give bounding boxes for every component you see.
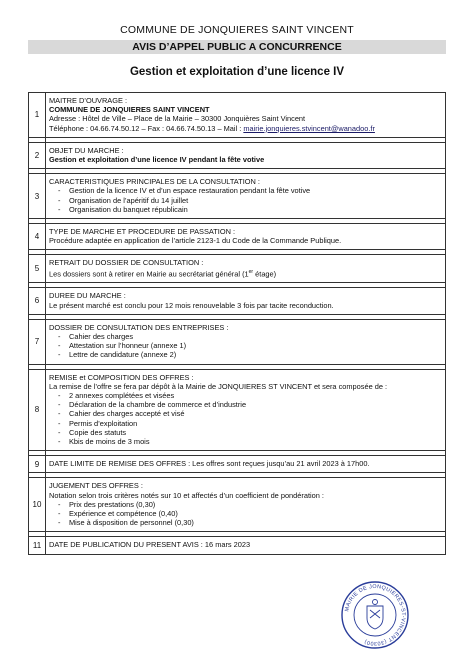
section-title: TYPE DE MARCHE ET PROCEDURE DE PASSATION : [49,227,236,237]
maitre-address: Adresse : Hôtel de Ville – Place de la Mairie – 30300 Jonquières Saint Vincent [49,114,306,124]
section-number: 7 [29,319,46,364]
retrait-main: Les dossiers sont à retirer en Mairie au secrétariat général (1 [49,269,249,279]
list-item: - Mise à disposition de personnel (0,30) [49,518,440,527]
publication-date-text: DATE DE PUBLICATION DU PRESENT AVIS : 16 mars 2023 [49,540,251,550]
section-number: 6 [29,288,46,314]
list-item: - Copie des statuts [49,428,440,437]
list-item: - Organisation du banquet républicain [49,205,440,214]
mairie-seal-stamp [340,580,410,650]
list-item: - Attestation sur l’honneur (annexe 1) [49,341,440,350]
section-number: 4 [29,224,46,250]
remise-text: La remise de l’offre se fera par dépôt à la Mairie de JONQUIERES ST VINCENT et sera composée de : [49,381,388,391]
section-number: 5 [29,255,46,283]
section-number: 9 [29,456,46,473]
section-row-4 [29,224,446,250]
section-row-11 [29,537,446,554]
subject-title: Gestion et exploitation d’une licence IV [129,66,345,78]
contact-email-link[interactable]: mairie.jonquieres.stvincent@wanadoo.fr [243,123,375,133]
section-title: CARACTERISTIQUES PRINCIPALES DE LA CONSULTATION : [49,177,260,187]
seal-inner-ring [354,594,396,636]
section-title: MAITRE D’OUVRAGE : [49,96,128,105]
retrait-text [49,268,440,279]
section-content [46,456,446,473]
section-row-1 [29,93,446,138]
list-item: - Déclaration de la chambre de commerce et d’industrie [49,400,440,409]
list-item: - Kbis de moins de 3 mois [49,437,440,446]
retrait-superscript: er [248,268,254,275]
section-content [46,369,446,451]
jugement-text: Notation selon trois critères notés sur 10 et affectés d’un coefficient de pondération : [49,490,324,500]
criteria-list [49,500,440,528]
maitre-name: COMMUNE DE JONQUIERES SAINT VINCENT [49,105,210,115]
maitre-contact [49,124,440,133]
section-title: REMISE et COMPOSITION DES OFFRES : [49,372,194,382]
list-item: - Gestion de la licence IV et d’un espace restauration pendant la fête votive [49,186,440,195]
retrait-end: étage) [253,269,277,279]
procedure-text: Procédure adaptée en application de l’article 2123-1 du Code de la Commande Publique. [49,236,342,246]
section-number: 2 [29,142,46,168]
seal-outer-ring [342,582,408,648]
section-number: 3 [29,174,46,219]
section-content [46,142,446,168]
section-number: 10 [29,478,46,532]
section-row-2 [29,142,446,168]
section-title: JUGEMENT DES OFFRES : [49,481,143,491]
avis-title-bar: AVIS D’APPEL PUBLIC A CONCURRENCE [28,40,446,54]
seal-emblem-icon [367,600,383,630]
section-row-3 [29,174,446,219]
section-number: 11 [29,537,46,554]
commune-heading: COMMUNE DE JONQUIERES SAINT VINCENT [120,24,354,36]
section-content [46,174,446,219]
section-title: DUREE DU MARCHE : [49,291,126,301]
section-row-9 [29,456,446,473]
notice-table [28,92,446,555]
duree-text: Le présent marché est conclu pour 12 mois renouvelable 3 fois par tacite reconduction. [49,300,334,310]
section-title: DOSSIER DE CONSULTATION DES ENTREPRISES : [49,322,229,332]
list-item: - Lettre de candidature (annexe 2) [49,350,440,359]
list-item: - Permis d’exploitation [49,419,440,428]
section-content [46,255,446,283]
section-row-8 [29,369,446,451]
list-item: - 2 annexes complétées et visées [49,391,440,400]
section-row-10 [29,478,446,532]
section-number: 8 [29,369,46,451]
objet-text: Gestion et exploitation d’une licence IV pendant la fête votive [49,155,265,165]
section-content [46,93,446,138]
date-limite-text: DATE LIMITE DE REMISE DES OFFRES : Les offres sont reçues jusqu’au 21 avril 2023 à 17h00. [49,459,370,469]
section-content [46,478,446,532]
list-item: - Prix des prestations (0,30) [49,500,440,509]
section-content [46,537,446,554]
section-row-5 [29,255,446,283]
list-item: - Cahier des charges [49,332,440,341]
section-content [46,224,446,250]
section-row-6 [29,288,446,314]
list-item: - Cahier des charges accepté et visé [49,409,440,418]
dossier-list [49,332,440,360]
section-title: OBJET DU MARCHE : [49,145,124,155]
section-row-7 [29,319,446,364]
section-content [46,288,446,314]
list-item: - Expérience et compétence (0,40) [49,509,440,518]
section-title: RETRAIT DU DOSSIER DE CONSULTATION : [49,258,204,268]
characteristics-list [49,186,440,214]
seal-text: MAIRIE DE JONQUIERES-ST-VINCENT (30300) [344,583,407,647]
list-item: - Organisation de l’apéritif du 14 juillet [49,196,440,205]
offres-list [49,391,440,446]
section-number: 1 [29,93,46,138]
section-content [46,319,446,364]
contact-phone-fax: Téléphone : 04.66.74.50.12 – Fax : 04.66.74.50.13 – Mail : [49,123,244,133]
